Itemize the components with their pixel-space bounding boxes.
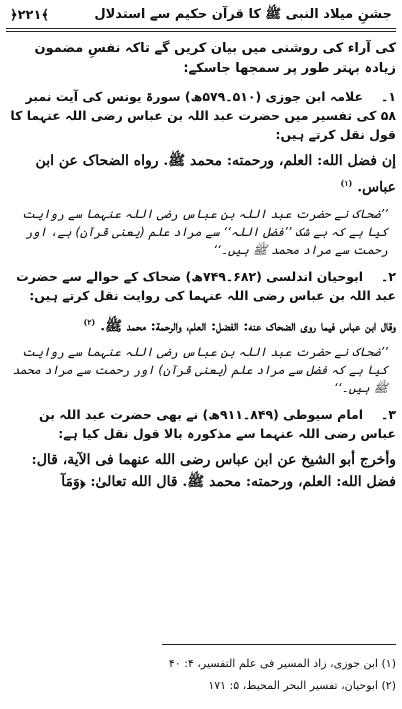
arabic-quote — [6, 150, 396, 199]
page-number: ﴿۲۲۱﴾ — [10, 7, 50, 23]
footnote-ref: (۲) — [83, 316, 96, 327]
item-text: ابوحیان اندلسی (۶۸۲۔۷۴۹ھ) ضحاک کے حوالے سے حضرت عبد اللہ بن عباس رضی اللہ عنہما کی روایت نقل کرتے ہیں: — [16, 268, 396, 303]
running-title: جشنِ میلاد النبی ﷺ کا قرآن حکیم سے استدلال — [94, 6, 392, 22]
urdu-translation: ’’ضحاک نے حضرت عبد اللہ بن عباس رضی اللہ عنہما سے روایت کیا ہے کہ فضل سے مراد علم (یعنی قرآن) اور رحمت سے مراد محمد ﷺ ہیں۔‘‘ — [12, 345, 388, 396]
item-number: ۳۔ — [381, 407, 396, 423]
list-item-3 — [6, 405, 396, 443]
footnote-divider — [162, 644, 396, 645]
page-header — [6, 0, 396, 29]
list-item-1 — [6, 87, 396, 144]
footnote-2: (۲) ابوحیان، تفسیر البحر المحیط، ۵: ۱۷۱ — [208, 679, 396, 692]
intro-line: کی آراء کی روشنی میں بیان کریں گے تاکہ نفسِ مضمون زیادہ بہتر طور پر سمجھا جاسکے: — [34, 41, 396, 76]
item-number: ۱۔ — [381, 89, 396, 104]
list-item-2 — [6, 267, 396, 305]
item-text: علامہ ابن جوزی (۵۱۰۔۵۷۹ھ) سورۃ یونس کی آیت نمبر ۵۸ کی تفسیر میں حضرت عبد اللہ بن عباس رضی اللہ عنہما کا قول نقل کرتے ہیں: — [10, 89, 396, 142]
arabic-text: وقال ابن عباس فیما روی الضحاک عنه: الفضل: العلم، والرحمة: محمد ﷺ. — [100, 318, 396, 335]
arabic-quote — [6, 311, 396, 338]
urdu-translation: ’’ضحاک نے حضرت عبد اللہ بن عباس رضی اللہ عنہما سے روایت کیا ہے کہ بے شک ’’فضل اللہ‘‘ سے مراد علم (یعنی قرآن) ہے، اور رحمت سے مراد محمد ﷺ ہیں۔‘‘ — [22, 206, 388, 257]
footnote-1: (۱) ابن جوزی، زاد المسیر فی علم التفسیر، ۴: ۴۰ — [168, 657, 396, 670]
footnote-ref: (۱) — [340, 178, 353, 188]
item-number: ۲۔ — [381, 268, 396, 284]
page-body — [6, 29, 396, 493]
arabic-quote: وأخرج أبو الشیخ عن ابن عباس رضی الله عنهما فی الآیة، قال: فضل الله: العلم، ورحمته: محمد ﷺ. قال الله تعالیٰ: ﴿وَمَآ — [31, 452, 396, 491]
footnotes — [6, 644, 396, 697]
arabic-text: إن فضل الله: العلم، ورحمته: محمد ﷺ. رواه الضحاک عن ابن عباس. — [35, 153, 396, 196]
item-text: امام سیوطی (۸۴۹۔۹۱۱ھ) نے بھی حضرت عبد اللہ بن عباس رضی اللہ عنہما سے مذکورہ بالا قول نقل کیا ہے: — [38, 407, 396, 442]
